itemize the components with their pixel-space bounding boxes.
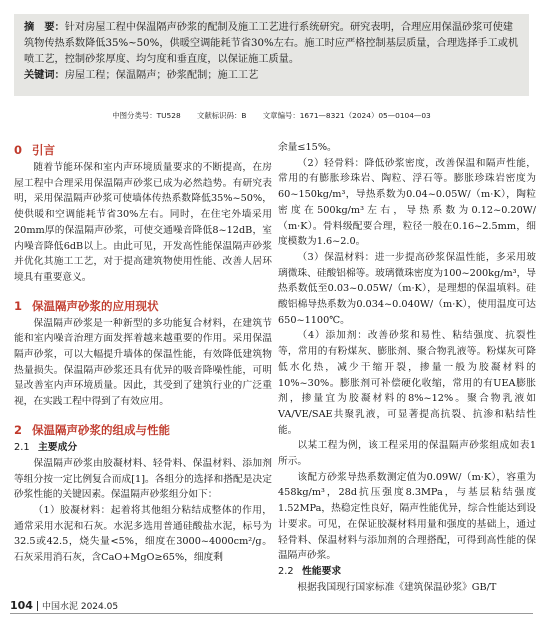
class-number: 中图分类号：TU528 xyxy=(112,111,181,120)
footer-rule xyxy=(10,613,533,614)
left-column xyxy=(14,140,272,566)
journal-name: 中国水泥 xyxy=(41,602,78,612)
subsection-number: 2.1 xyxy=(14,441,30,453)
keywords-label: 关键词： xyxy=(24,70,65,81)
article-number: 文章编号：1671—8321（2024）05—0104—03 xyxy=(262,111,431,120)
page-footer xyxy=(10,599,118,613)
subsection-heading-2-2 xyxy=(278,564,536,580)
subsection-heading-2-1 xyxy=(14,440,272,456)
example-paragraph: 以某工程为例，该工程采用的保温隔声砂浆组成如表1所示。 xyxy=(278,440,536,468)
section-title: 保温隔声砂浆的应用现状 xyxy=(32,298,159,313)
components-paragraph: 保温隔声砂浆由胶凝材料、轻骨料、保温材料、添加剂等组分按一定比例复合而成[1]。各组分的选择和搭配是决定砂浆性能的关键因素。保温隔声砂浆组分如下： xyxy=(14,457,272,501)
section-title: 保温隔声砂浆的组成与性能 xyxy=(32,422,170,437)
classification-line xyxy=(0,110,543,121)
results-paragraph: 该配方砂浆导热系数测定值为0.09W/（m·K），容重为458kg/m³，28d抗压强度8.3MPa，与基层粘结强度1.52MPa，热稳定性良好，隔声性能优异，综合性能达到设计要求。可见，在保证胶凝材料用量和强度的基础上，通过轻骨料、保温材料与添加剂的合理搭配，可得到高性能的保温隔声砂浆。 xyxy=(278,471,536,562)
section-title: 引言 xyxy=(32,143,55,157)
page-number: 104 xyxy=(10,599,33,612)
insulation-paragraph: （3）保温材料：进一步提高砂浆保温性能，多采用玻璃微珠、硅酸铝棉等。玻璃微珠密度为100~200kg/m³，导热系数低至0.03~0.05W/（m·K），是理想的保温填料。硅酸铝棉导热系数为0.034~0.040W/（m·K），使用温度可达650~1100℃。 xyxy=(278,251,536,326)
keywords-paragraph xyxy=(24,68,519,84)
section-number: 2 xyxy=(14,422,23,437)
section-number: 0 xyxy=(14,143,23,157)
status-paragraph: 保温隔声砂浆是一种新型的多功能复合材料，在建筑节能和室内噪音治理方面发挥着越来越重要的作用。采用保温隔声砂浆，可以大幅提升墙体的保温性能，有效降低建筑物热量损失。保温隔声砂浆还具有优异的吸音降噪性能，可明显改善室内声环境质量。因此，其受到了建筑行业的广泛重视，在实践工程中得到了有效应用。 xyxy=(14,317,272,408)
intro-paragraph: 随着节能环保和室内声环境质量要求的不断提高，在房屋工程中合理采用保温隔声砂浆已成为必然趋势。有研究表明，采用保温隔声砂浆可使墙体传热系数降低35%~50%，使供暖和空调能耗节省30%左右。同时，在住宅外墙采用20mm厚的保温隔声砂浆，可使交通噪音降低8~12dB，室内噪音降低6dB以上。由此可见，开发高性能保温隔声砂浆并优化其施工工艺，对于提高建筑物使用性能、改善人居环境具有重要意义。 xyxy=(14,162,272,283)
aggregate-paragraph: （2）轻骨料：降低砂浆密度，改善保温和隔声性能，常用的有膨胀珍珠岩、陶粒、浮石等。膨胀珍珠岩密度为60~150kg/m³，导热系数为0.04~0.05W/（m·K），陶粒密度在500kg/m³左右，导热系数为0.12~0.20W/（m·K）。骨料级配要合理，粒径一般在0.16~2.5mm，细度模数为1.6~2.0。 xyxy=(278,157,536,248)
right-column xyxy=(278,140,536,596)
abstract-box xyxy=(14,14,529,96)
subsection-title: 主要成分 xyxy=(38,441,78,453)
section-heading-0 xyxy=(14,140,272,160)
additive-paragraph: （4）添加剂：改善砂浆和易性、粘结强度、抗裂性等，常用的有粉煤灰、膨胀剂、聚合物乳液等。粉煤灰可降低水化热，减少干缩开裂，掺量一般为胶凝材料的10%~30%。膨胀剂可补偿硬化收缩，常用的有UEA膨胀剂，掺量宜为胶凝材料的8%~12%。聚合物乳液如VA/VE/SAE共聚乳液，可显著提高抗裂、抗渗和粘结性能。 xyxy=(278,330,536,436)
footer-divider xyxy=(37,601,38,611)
journal-issue: 2024.05 xyxy=(80,602,119,612)
abstract-paragraph xyxy=(24,20,519,68)
keywords-text: 房屋工程；保温隔声；砂浆配制；施工工艺 xyxy=(64,70,259,81)
binder-paragraph: （1）胶凝材料：起着将其他组分粘结成整体的作用，通常采用水泥和石灰。水泥多选用普通硅酸盐水泥，标号为32.5或42.5，烧失量<5%，细度在3000~4000cm²/g。石灰采用消石灰，含CaO+MgO≥65%，细度剩 xyxy=(14,504,272,564)
binder-continued: 余量≤15%。 xyxy=(278,142,337,153)
standard-paragraph: 根据我国现行国家标准《建筑保温砂浆》GB/T xyxy=(297,581,497,593)
document-code: 文献标识码：B xyxy=(197,111,247,120)
section-heading-1 xyxy=(14,296,272,316)
subsection-number: 2.2 xyxy=(278,565,294,577)
subsection-title: 性能要求 xyxy=(302,565,342,577)
abstract-text: 针对房屋工程中保温隔声砂浆的配制及施工工艺进行系统研究。研究表明，合理应用保温砂浆可使建筑物传热系数降低35%~50%，供暖空调能耗节省30%左右。施工时应严格控制基层质量，合理选择手工或机喷工艺，控制砂浆厚度、均匀度和垂直度，以保证施工质量。 xyxy=(24,22,519,65)
section-number: 1 xyxy=(14,298,23,313)
abstract-label: 摘 要： xyxy=(24,22,65,33)
section-heading-2 xyxy=(14,420,272,440)
